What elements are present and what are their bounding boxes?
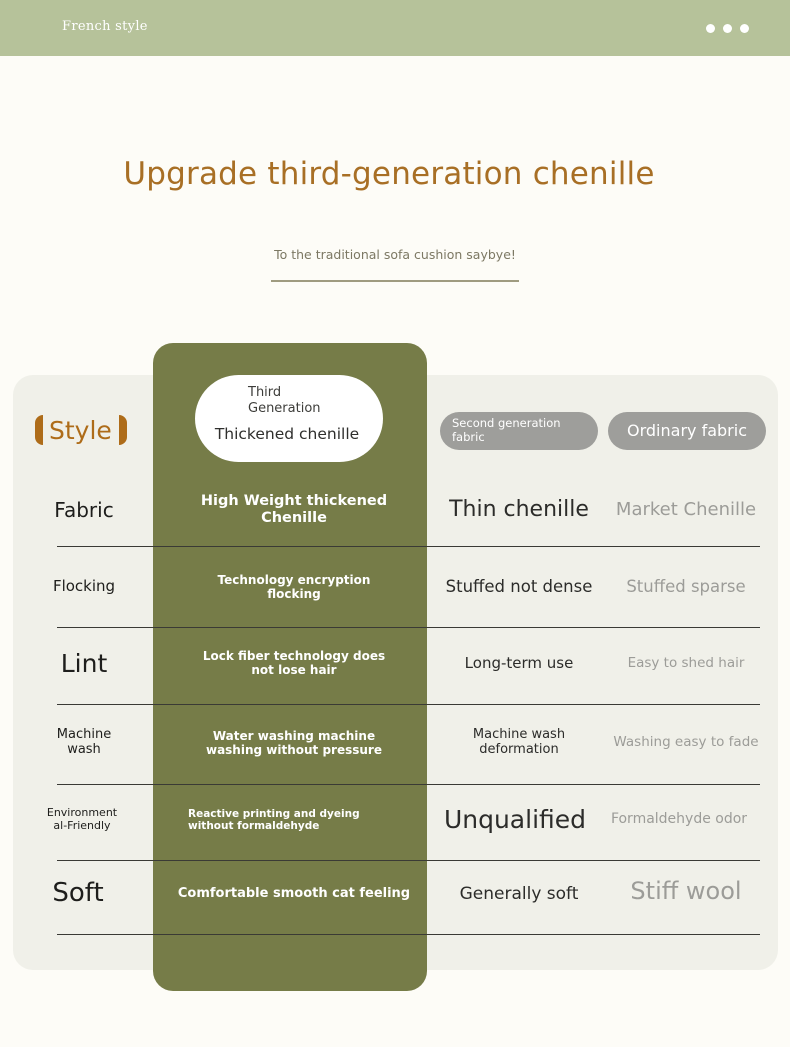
brand-name: French style bbox=[62, 19, 148, 34]
third-generation-header bbox=[195, 375, 383, 462]
row-divider bbox=[57, 627, 760, 628]
dot bbox=[740, 24, 749, 33]
ordinary-value: Stuffed sparse bbox=[626, 576, 746, 596]
row-divider bbox=[57, 704, 760, 705]
third-generation-label: Third Generation bbox=[248, 385, 321, 416]
second-generation-header bbox=[440, 412, 598, 450]
second-gen-value: Unqualified bbox=[443, 804, 587, 834]
dot bbox=[723, 24, 732, 33]
row-label: Lint bbox=[60, 648, 108, 678]
row-label: Flocking bbox=[52, 577, 116, 596]
subtitle-underline bbox=[271, 280, 519, 282]
row-label: Environmental-Friendly bbox=[46, 806, 118, 832]
ordinary-value: Stiff wool bbox=[630, 877, 742, 906]
third-gen-value: High Weight thickened Chenille bbox=[200, 493, 388, 526]
row-label: Soft bbox=[52, 878, 104, 909]
second-gen-value: Stuffed not dense bbox=[445, 576, 593, 596]
left-bracket-shape bbox=[35, 415, 43, 445]
row-label: Machine wash bbox=[56, 727, 112, 757]
second-generation-label: Second generation fabric bbox=[452, 416, 561, 444]
second-gen-value: Long-term use bbox=[464, 654, 574, 673]
row-divider bbox=[57, 860, 760, 861]
row-divider bbox=[57, 546, 760, 547]
second-gen-value: Generally soft bbox=[459, 884, 579, 905]
ordinary-value: Formaldehyde odor bbox=[610, 810, 748, 827]
third-gen-value: Technology encryption flocking bbox=[217, 573, 371, 601]
second-gen-value: Machine wash deformation bbox=[472, 727, 566, 757]
more-dots-icon[interactable] bbox=[706, 24, 749, 33]
thickened-chenille-label: Thickened chenille bbox=[214, 425, 360, 443]
ordinary-fabric-header bbox=[608, 412, 766, 450]
ordinary-value: Washing easy to fade bbox=[613, 734, 759, 751]
dot bbox=[706, 24, 715, 33]
third-gen-value: Reactive printing and dyeing without formaldehyde bbox=[188, 807, 360, 832]
style-header-label: Style bbox=[49, 415, 112, 445]
row-divider bbox=[57, 934, 760, 935]
ordinary-value: Market Chenille bbox=[615, 498, 757, 520]
right-bracket-shape bbox=[119, 415, 127, 445]
style-header bbox=[35, 413, 127, 447]
third-gen-value: Water washing machine washing without pressure bbox=[205, 729, 382, 757]
row-divider bbox=[57, 784, 760, 785]
second-gen-value: Thin chenille bbox=[449, 497, 589, 523]
page-title: Upgrade third-generation chenille bbox=[123, 156, 655, 192]
page-subtitle: To the traditional sofa cushion saybye! bbox=[274, 247, 516, 262]
third-gen-value: Lock fiber technology does not lose hair bbox=[202, 649, 386, 677]
ordinary-value: Easy to shed hair bbox=[627, 655, 745, 672]
row-label: Fabric bbox=[54, 497, 114, 522]
top-bar bbox=[0, 0, 790, 56]
ordinary-fabric-label: Ordinary fabric bbox=[627, 421, 747, 440]
third-gen-value: Comfortable smooth cat feeling bbox=[177, 885, 411, 901]
